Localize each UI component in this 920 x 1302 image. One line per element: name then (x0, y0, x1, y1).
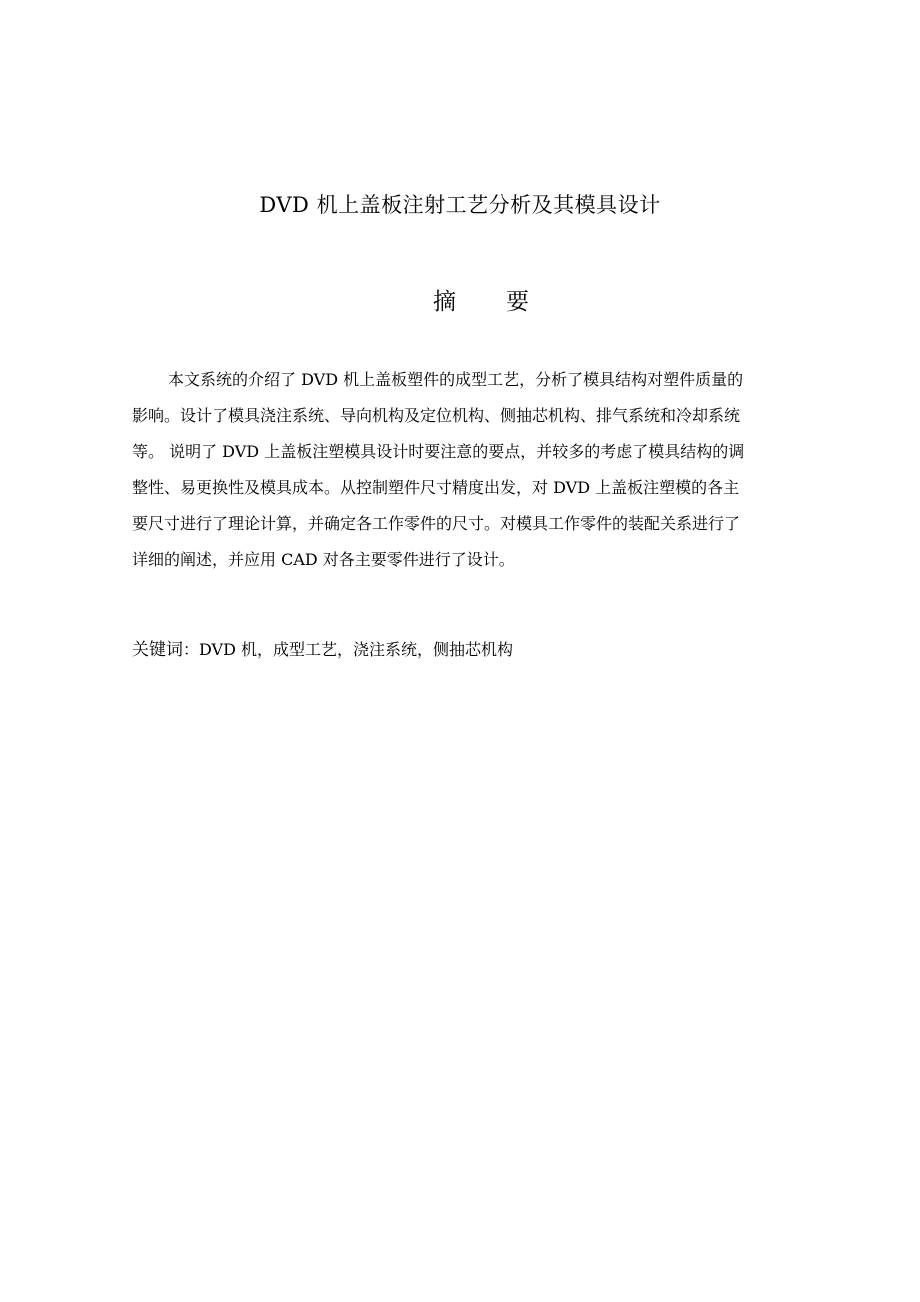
abstract-line: 本文系统的介绍了 DVD 机上盖板塑件的成型工艺，分析了模具结构对塑件质量的 (168, 370, 744, 389)
keywords-line (132, 634, 838, 666)
abstract-line: 等。 说明了 DVD 上盖板注塑模具设计时要注意的要点，并较多的考虑了模具结构的调 (132, 442, 745, 461)
abstract-heading-char-1: 摘 (433, 289, 456, 315)
abstract-body (132, 362, 838, 578)
keywords-label: 关键词 (132, 640, 183, 660)
abstract-line: 整性、易更换性及模具成本。从控制塑件尺寸精度出发，对 DVD 上盖板注塑模的各主 (132, 478, 740, 497)
abstract-line: 影响。设计了模具浇注系统、导向机构及定位机构、侧抽芯机构、排气系统和冷却系统 (132, 406, 741, 425)
abstract-heading-char-2: 要 (506, 289, 529, 315)
abstract-line: 详细的阐述，并应用 CAD 对各主要零件进行了设计。 (132, 550, 515, 569)
abstract-heading (0, 286, 920, 318)
keywords-value: ：DVD 机，成型工艺，浇注系统，侧抽芯机构 (183, 640, 514, 659)
abstract-line: 要尺寸进行了理论计算，并确定各工作零件的尺寸。对模具工作零件的装配关系进行了 (132, 514, 741, 533)
document-title: DVD 机上盖板注射工艺分析及其模具设计 (259, 193, 661, 217)
